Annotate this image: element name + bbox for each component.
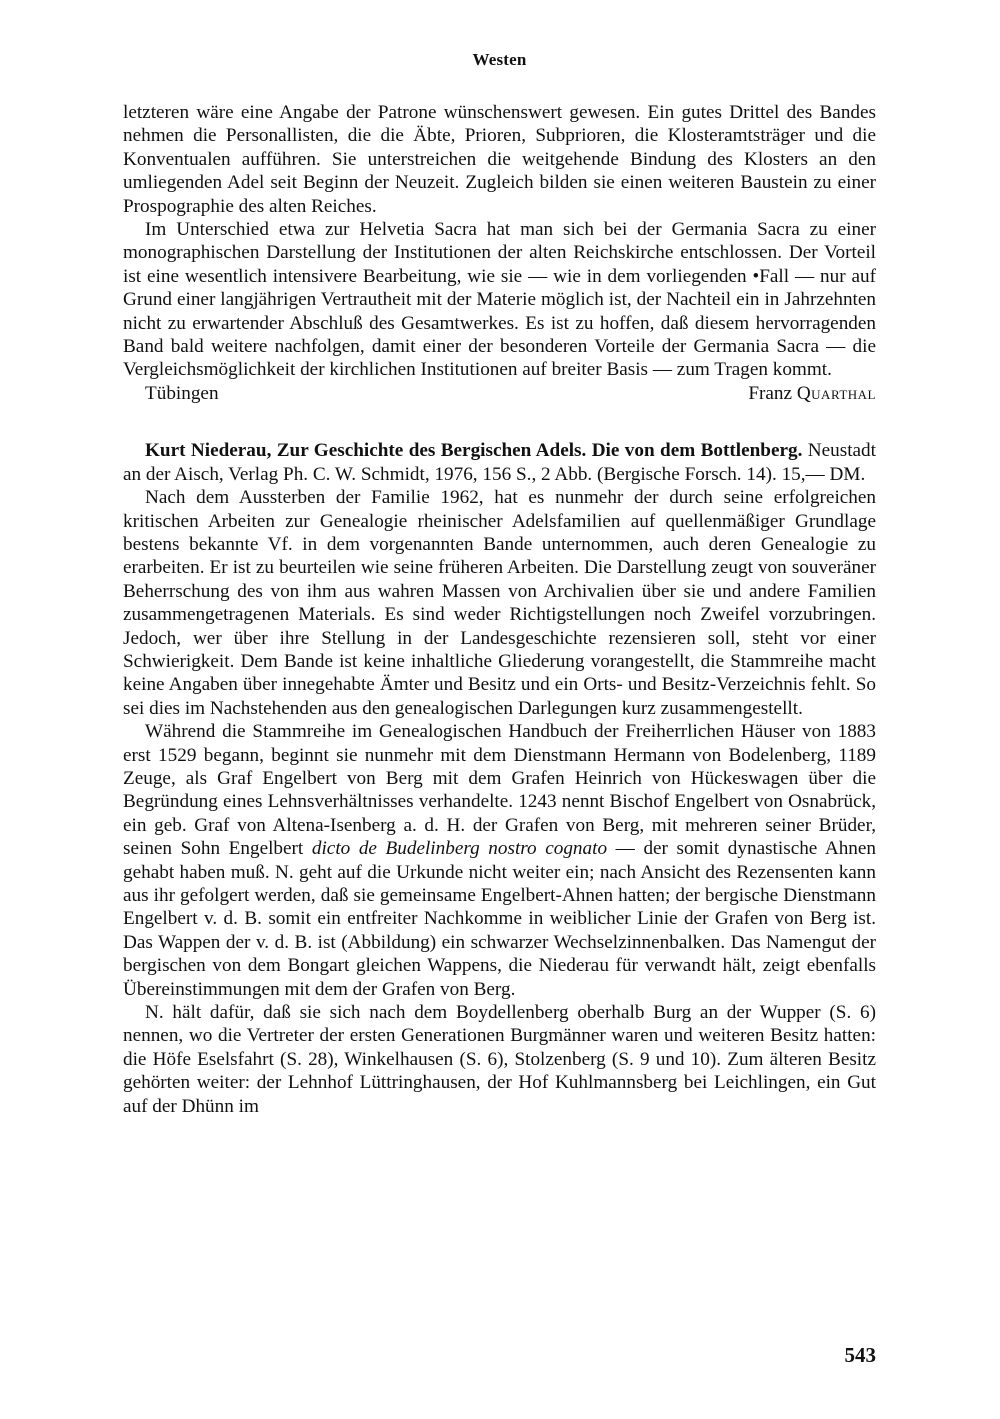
running-head: Westen <box>472 50 527 69</box>
review2-paragraph-2-part-a: Während die Stammreihe im Genealogischen Handbuch der Freiherrlichen Häuser von 1883 erst 1529 begann, beginnt sie nunmehr mit dem Dienstmann Hermann von Bodelenberg, 1189 Zeuge, als Graf Engelbert von Berg mit dem Grafen Heinrich von Hückeswagen über die Begründung eines Lehnsverhältnisses verhandelte. 1243 nennt Bischof Engelbert von Osnabrück, ein geb. Graf von Altena-Isenberg a. d. H. der Grafen von Berg, mit mehreren seiner Brüder, seinen Sohn Engelbert <box>123 721 876 860</box>
body-text <box>123 101 876 1118</box>
review2-paragraph-3: N. hält dafür, daß sie sich nach dem Boydellenberg oberhalb Burg an der Wupper (S. 6) nennen, wo die Vertreter der ersten Generationen Burgmänner waren und weiteren Besitz hatten: die Höfe Eselsfahrt (S. 28), Winkelhausen (S. 6), Stolzenberg (S. 9 und 10). Zum älteren Besitz gehörten weiter: der Lehnhof Lüttringhausen, der Hof Kuhlmannsberg bei Leichlingen, ein Gut auf der Dhünn im <box>123 1002 876 1117</box>
document-page <box>123 0 876 1419</box>
page-number: 543 <box>844 1343 876 1367</box>
review2-title: Kurt Niederau, Zur Geschichte des Bergischen Adels. Die von dem Bottlenberg. <box>145 440 803 462</box>
signature-place: Tübingen <box>145 382 219 404</box>
author-last-name: Quarthal <box>796 382 876 404</box>
review2-paragraph-2-part-b: — der somit dynastische Ahnen gehabt haben muß. N. geht auf die Urkunde nicht weiter ein; nach Ansicht des Rezensenten kann aus ihr gefolgert werden, daß sie gemeinsame Engelbert-Ahnen hatten; der bergische Dienstmann Engelbert v. d. B. somit ein entfreiter Nachkomme in weiblicher Linie der Grafen von Berg ist. Das Wappen der v. d. B. ist (Abbildung) ein schwarzer Wechselzinnenbalken. Das Namengut der bergischen von dem Bongart gleichen Wappens, die Niederau für verwandt hält, zeigt ebenfalls Übereinstimmungen mit dem der Grafen von Berg. <box>123 838 877 1000</box>
review2-heading <box>123 439 876 486</box>
review2-paragraph-1: Nach dem Aussterben der Familie 1962, hat es nunmehr der durch seine erfolgreichen kritischen Arbeiten zur Genealogie rheinischer Adelsfamilien auf quellenmäßiger Grundlage bestens bekannte Vf. in dem vorgenannten Bande unternommen, auch deren Genealogie zu erarbeiten. Er ist zu beurteilen wie seine früheren Arbeiten. Die Darstellung zeugt von souveräner Beherrschung des von ihm aus wahren Massen von Archivalien über sie und andere Familien zusammengetragenen Materials. Es sind weder Richtigstellungen noch Zweifel vorzubringen. Jedoch, wer über ihre Stellung in der Landesgeschichte rezensieren soll, steht vor einer Schwierigkeit. Dem Bande ist keine inhaltliche Gliederung vorangestellt, die Stammreihe macht keine Angaben über innegehabte Ämter und Besitz und ein Orts- und Besitz-Verzeichnis fehlt. So sei dies im Nachstehenden aus den genealogischen Darlegungen kurz zusammengestellt. <box>123 487 876 719</box>
review2-paragraph-2 <box>123 720 876 1001</box>
review-separator <box>123 405 876 439</box>
review1-paragraph-2: Im Unterschied etwa zur Helvetia Sacra hat man sich bei der Germania Sacra zu einer monographischen Darstellung der Institutionen der alten Reichskirche entschlossen. Der Vorteil ist eine wesentlich intensivere Bearbeitung, wie sie — wie in dem vorliegenden •Fall — nur auf Grund einer langjährigen Vertrautheit mit der Materie möglich ist, der Nachteil ein in Jahrzehnten nicht zu erwartender Abschluß des Gesamtwerkes. Es ist zu hoffen, daß diesem hervorragenden Band bald weitere nachfolgen, damit einer der besonderen Vorteile der Germania Sacra — die Vergleichsmöglichkeit der kirchlichen Institutionen auf breiter Basis — zum Tragen kommt. <box>123 219 876 381</box>
signature-author <box>748 382 876 405</box>
latin-quotation: dicto de Budelinberg nostro cognato <box>311 838 608 860</box>
review1-paragraph-1: letzteren wäre eine Angabe der Patrone wünschenswert gewesen. Ein gutes Drittel des Bandes nehmen die Personallisten, die die Äbte, Prioren, Subprioren, die Klosteramtsträger und die Konventualen aufführen. Sie unterstreichen die weitgehende Bindung des Klosters an den umliegenden Adel seit Beginn der Neuzeit. Zugleich bilden sie einen weiteren Baustein zu einer Prospographie des alten Reiches. <box>123 102 876 217</box>
author-first-name: Franz <box>748 382 793 404</box>
review2-publication-details: Neustadt an der Aisch, Verlag Ph. C. W. Schmidt, 1976, 156 S., 2 Abb. (Bergische Forsch. 14). 15,— DM. <box>123 440 876 485</box>
review1-signature <box>123 382 876 405</box>
